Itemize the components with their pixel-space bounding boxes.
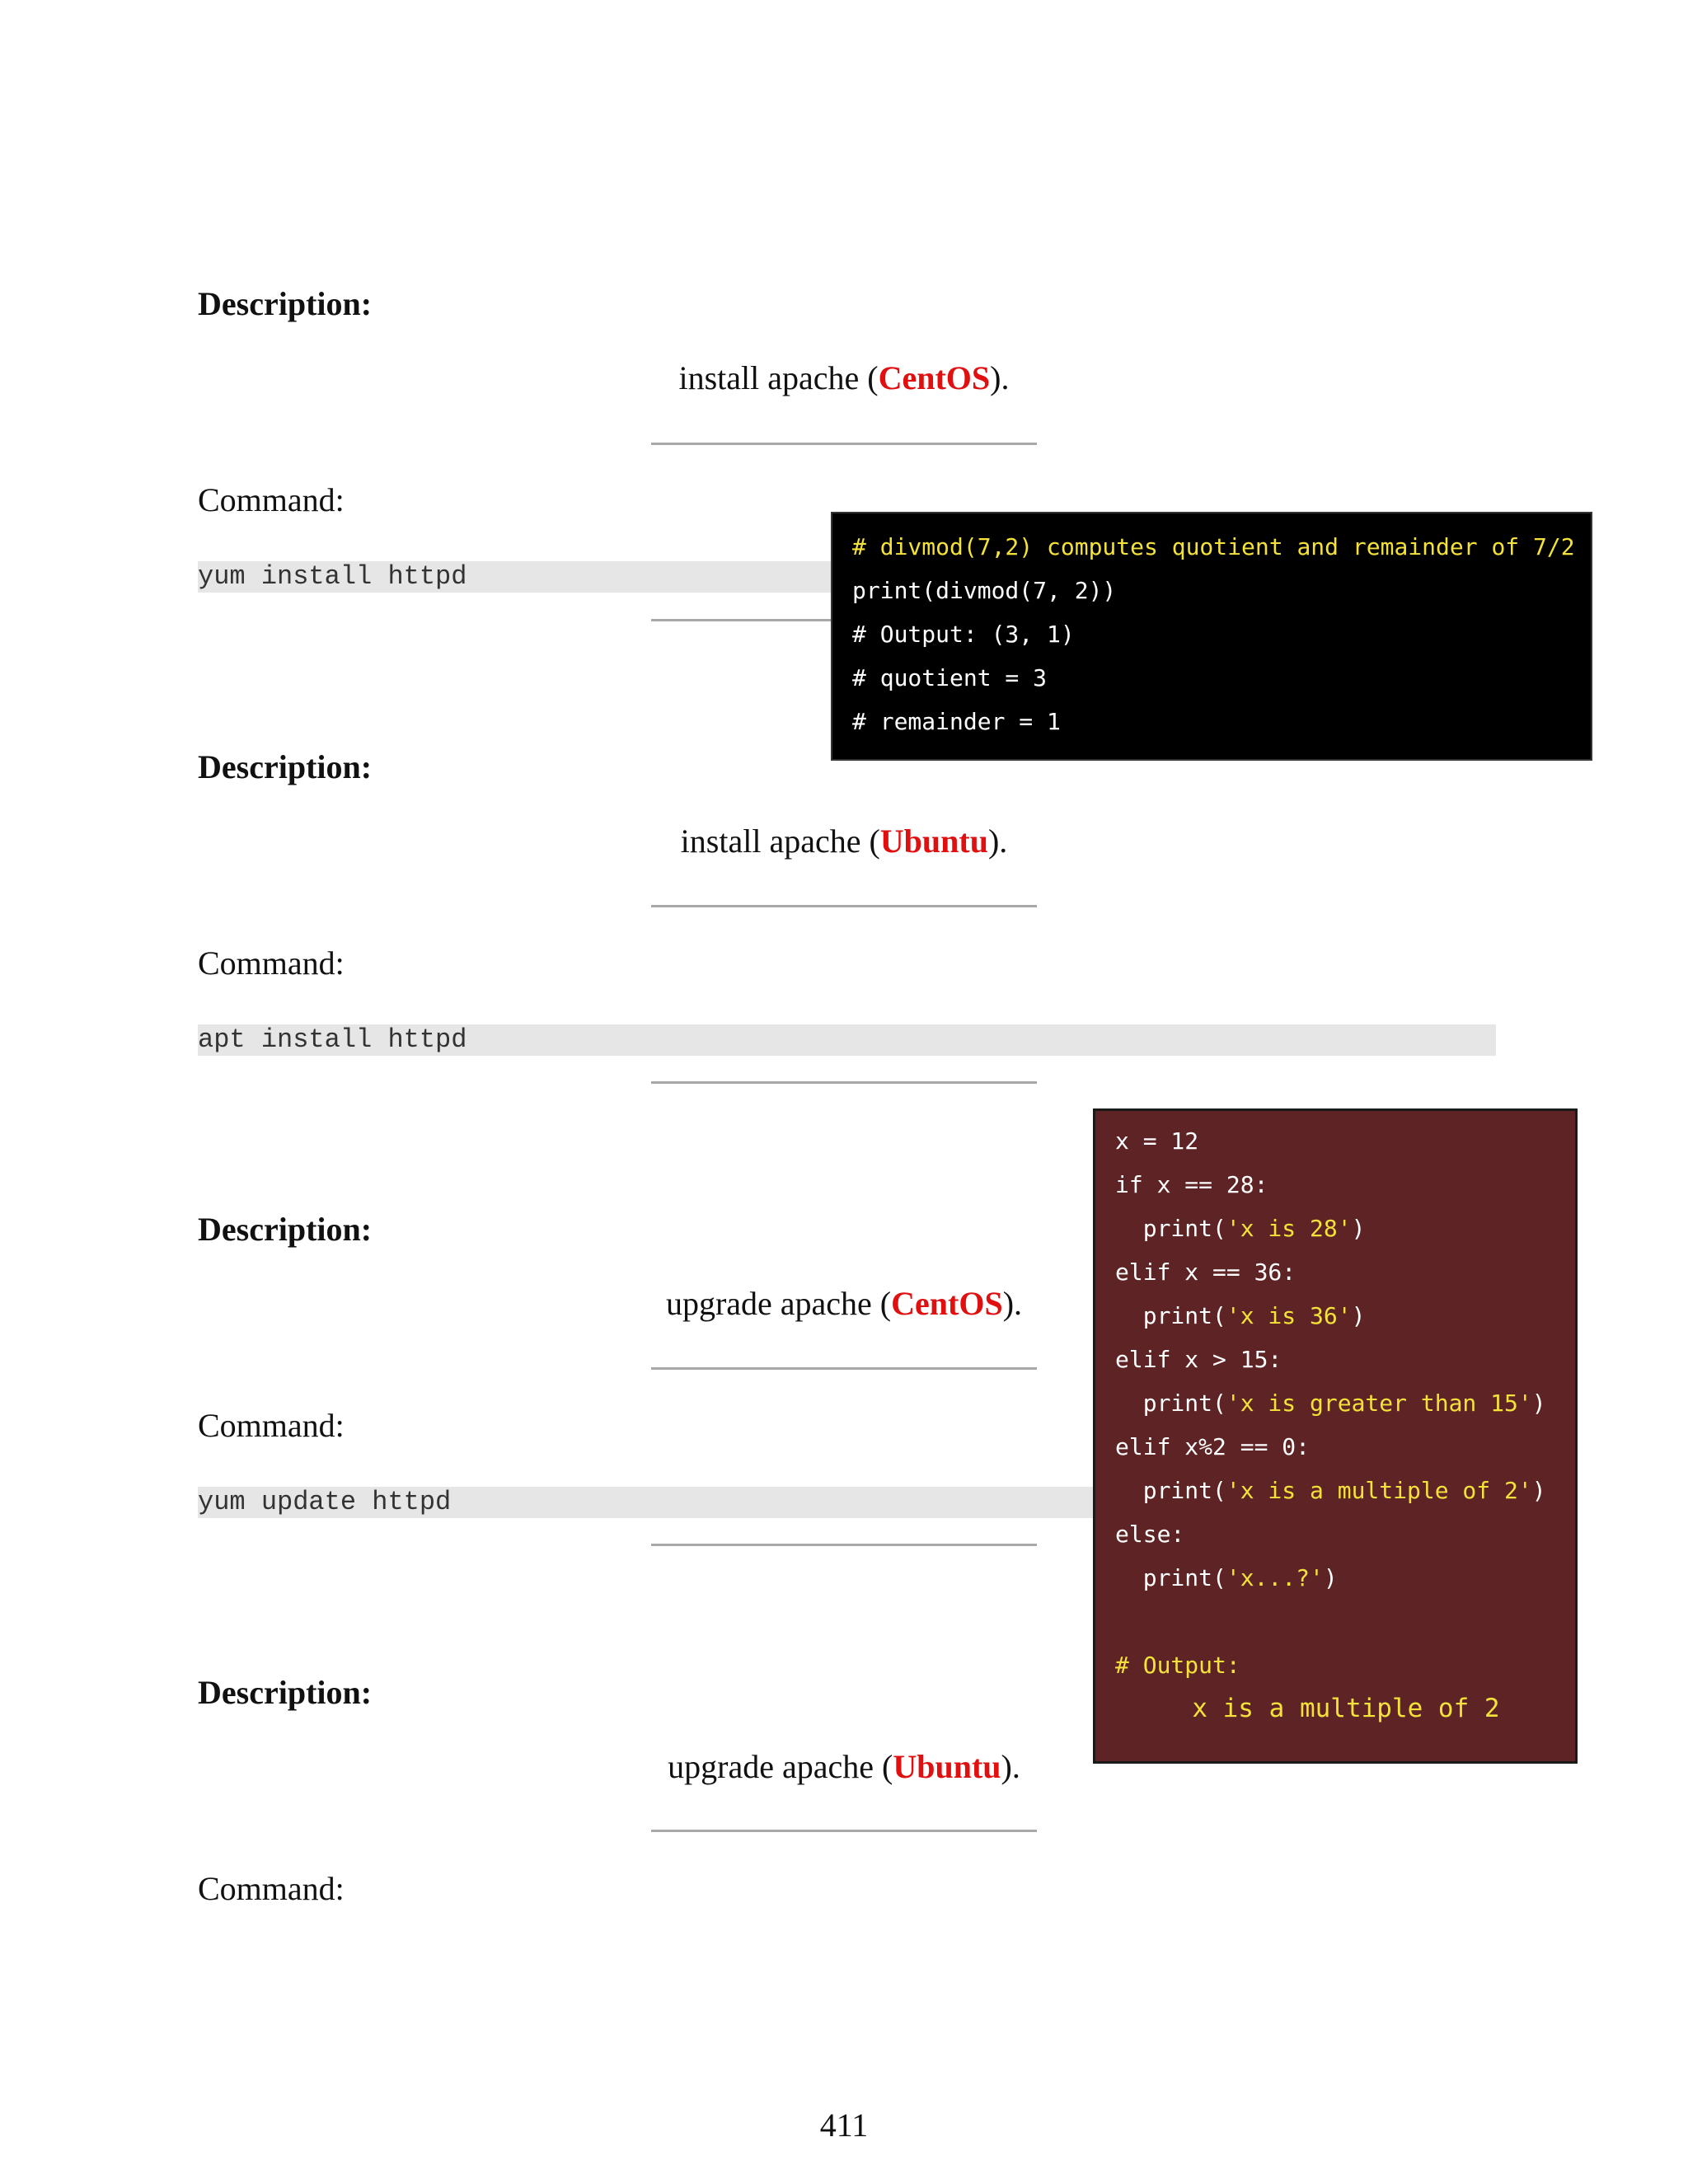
code-string: 'x is a multiple of 2' <box>1226 1477 1532 1504</box>
os-name: Ubuntu <box>893 1748 1001 1785</box>
code-box-divmod <box>831 512 1592 761</box>
section-2-description: install apache (Ubuntu). <box>680 823 1008 860</box>
code-line: elif x%2 == 0: <box>1115 1433 1311 1460</box>
code-line: print('x...?') <box>1115 1564 1338 1591</box>
divider <box>651 1544 1037 1546</box>
divider <box>651 1830 1037 1832</box>
code-string: 'x is greater than 15' <box>1226 1390 1532 1417</box>
section-1-command: yum install httpd <box>198 561 1496 593</box>
section-1-description: install apache (CentOS). <box>678 359 1010 396</box>
code-line: print('x is 28') <box>1115 1215 1366 1242</box>
code-line: print('x is a multiple of 2') <box>1115 1477 1546 1504</box>
code-line: if x == 28: <box>1115 1171 1268 1198</box>
section-1-command-label: Command: <box>198 481 345 518</box>
section-4-description: upgrade apache (Ubuntu). <box>668 1748 1020 1785</box>
code-line: # Output: <box>1115 1652 1240 1679</box>
code-line: # Output: (3, 1) <box>852 621 1075 648</box>
code-line: elif x == 36: <box>1115 1258 1296 1286</box>
code-string: 'x...?' <box>1226 1564 1324 1591</box>
page-number: 411 <box>819 2107 869 2144</box>
divider <box>651 1367 1037 1370</box>
section-3-description: upgrade apache (CentOS). <box>665 1285 1023 1322</box>
section-3-heading: Description: <box>198 1211 373 1248</box>
divider <box>651 443 1037 445</box>
section-3-command-label: Command: <box>198 1407 345 1444</box>
code-line: # quotient = 3 <box>852 664 1048 691</box>
os-name: Ubuntu <box>879 823 988 860</box>
code-line: print('x is 36') <box>1115 1302 1366 1329</box>
code-line: print('x is greater than 15') <box>1115 1390 1546 1417</box>
section-2-command-label: Command: <box>198 944 345 982</box>
code-line: # remainder = 1 <box>852 708 1061 735</box>
section-2-heading: Description: <box>198 748 373 785</box>
divider <box>651 1081 1037 1084</box>
section-1-heading: Description: <box>198 285 373 322</box>
code-line: print(divmod(7, 2)) <box>852 577 1117 604</box>
code-line: elif x > 15: <box>1115 1346 1282 1373</box>
code-output: x is a multiple of 2 <box>1115 1694 1500 1723</box>
section-2-command: apt install httpd <box>198 1024 1496 1056</box>
section-4-command-label: Command: <box>198 1870 345 1907</box>
divider <box>651 905 1037 907</box>
code-line: x = 12 <box>1115 1127 1199 1155</box>
section-4-heading: Description: <box>198 1674 373 1711</box>
code-line: else: <box>1115 1521 1185 1548</box>
section-3-command: yum update httpd <box>198 1487 1496 1518</box>
code-line <box>1115 1600 1555 1643</box>
code-line: # divmod(7,2) computes quotient and remainder of 7/2 <box>852 533 1575 560</box>
code-string: 'x is 36' <box>1226 1302 1352 1329</box>
code-box-conditionals <box>1093 1108 1578 1764</box>
code-string: 'x is 28' <box>1226 1215 1352 1242</box>
os-name: CentOS <box>878 359 991 396</box>
os-name: CentOS <box>891 1285 1003 1322</box>
